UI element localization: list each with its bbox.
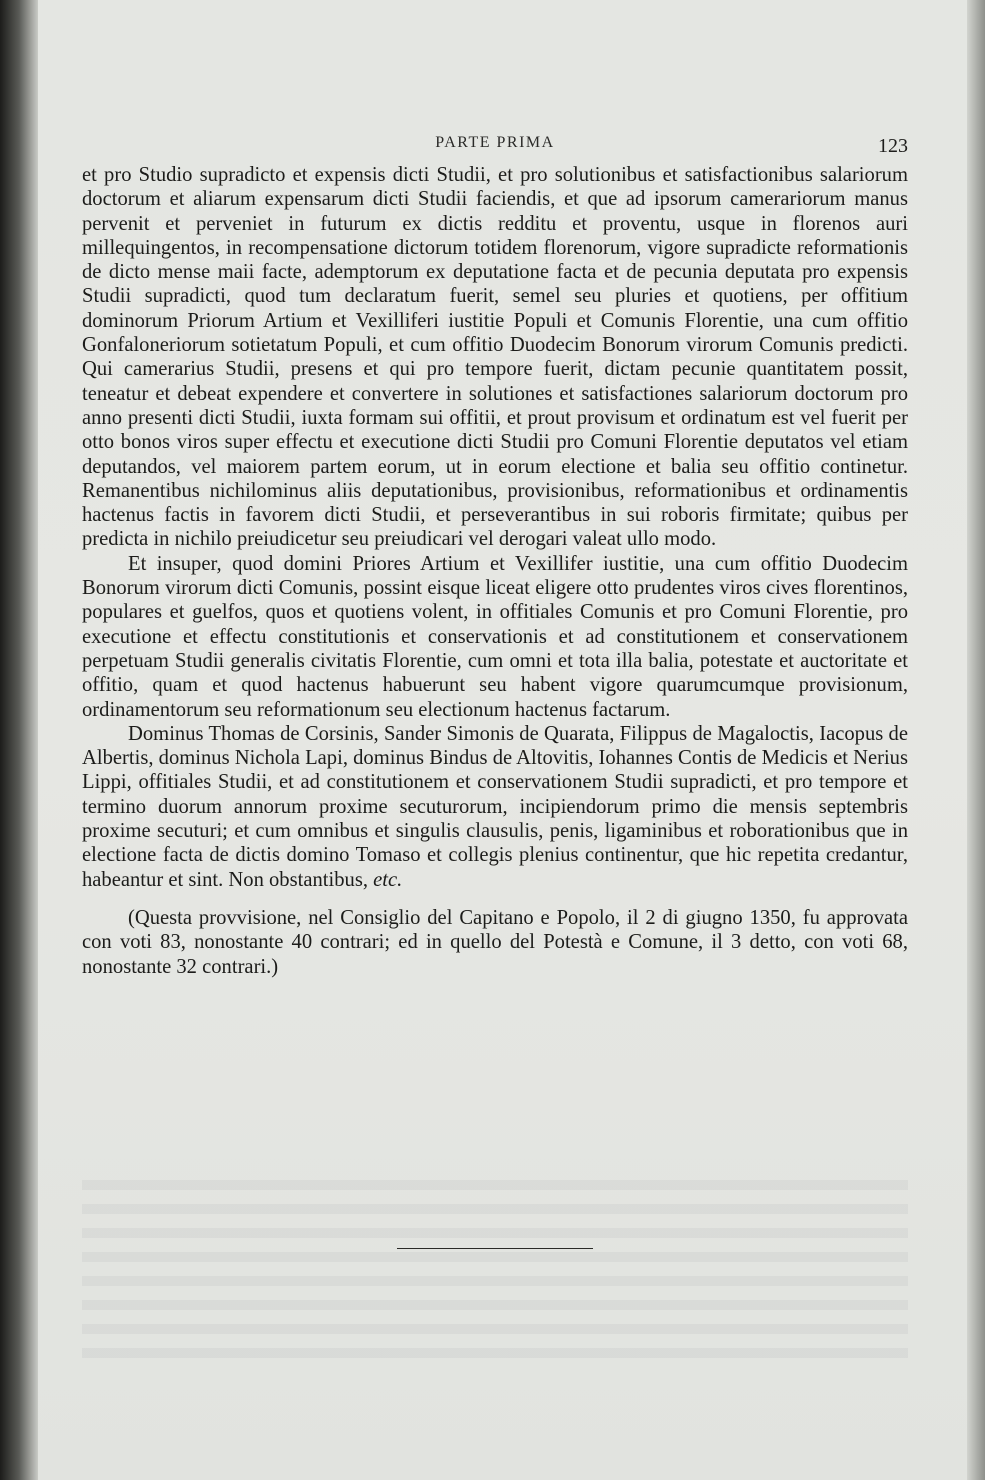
- paragraph-3-etc: etc.: [373, 868, 403, 891]
- section-separator-rule: [397, 1248, 593, 1249]
- paragraph-3-text: Dominus Thomas de Corsinis, Sander Simonis de Quarata, Filippus de Magaloctis, Iacopus de Albertis, dominus Nichola Lapi, dominus Bindus de Altovitis, Iohannes Contis de Medicis et Nerius Lippi, offitiales Studii, et ad constitutionem et conservationem Studii supradicti, et pro tempore et termino duorum annorum proxime secuturorum, incipiendorum primo die mensis septembris proxime secuturi; et cum omnibus et singulis clausulis, penis, ligaminibus et roborationibus que in electione facta de dictis domino Tomaso et collegis plenius continentur, que hic repetita credantur, habeantur et sint. Non obstantibus,: [82, 722, 908, 891]
- book-binding-shadow: [0, 0, 38, 1480]
- paragraph-1: et pro Studio supradicto et expensis dicti Studii, et pro solutionibus et satisfactionibus salariorum doctorum et aliarum expensarum dicti Studii faciendis, et que ad ipsorum camerariorum manus pervenit et perveniet in futurum ex dictis redditu et proventu, usque in florenos auri millequingentos, in recompensatione dictorum totidem florenorum, vigore supradicte reformationis de dicto mense maii facte, ademptorum ex deputatione facta et de pecunia deputata pro expensis Studii supradicti, quod tum declaratum fuerit, semel seu pluries et quotiens, per offitium dominorum Priorum Artium et Vexilliferi iustitie Populi et Comunis Florentie, una cum offitio Gonfaloneriorum sotietatum Populi, et cum offitio Duodecim Bonorum virorum Comunis predicti. Qui camerarius Studii, presens et qui pro tempore fuerit, dictam pecunie quantitatem possit, teneatur et debeat expendere et convertere in solutiones et satisfactiones salariorum doctorum pro anno presenti dicti Studii, iuxta formam sui offitii, et prout provisum et ordinatum est vel fuerit per otto bonos viros super effectu et executione dicti Studii pro Comuni Florentie deputatos vel etiam deputandos, vel maiorem partem eorum, ut in eorum electione et balia seu offitio continetur. Remanentibus nichilominus aliis deputationibus, provisionibus, reformationibus et ordinamentis hactenus factis in favorem dicti Studii, et perseverantibus in sui roboris firmitate; quibus per predicta in nichilo preiudicetur seu preiudicari vel derogari valeat ullo modo.: [82, 164, 908, 551]
- show-through-texture: [82, 1170, 908, 1360]
- editorial-note: (Questa provvisione, nel Consiglio del Capitano e Popolo, il 2 di giugno 1350, fu approvata con voti 83, nonostante 40 contrari; ed in quello del Potestà e Comune, il 3 detto, con voti 68, nonostante 32 contrari.): [82, 906, 908, 978]
- page-header: [82, 128, 908, 162]
- paragraph-3: [82, 722, 908, 892]
- page-edge: [967, 0, 985, 1480]
- page-number: 123: [878, 135, 908, 157]
- running-title: PARTE PRIMA: [435, 134, 555, 151]
- body-text: [82, 163, 908, 979]
- paragraph-2: Et insuper, quod domini Priores Artium et Vexillifer iustitie, una cum offitio Duodecim Bonorum virorum dicti Comunis, possint eisque liceat eligere otto prudentes viros cives florentinos, populares et guelfos, quos et quotiens volent, in offitiales Comunis et pro Comuni Florentie, pro executione et effectu constitutionis et conservationis et ad constitutionem et conservationem perpetuam Studii generalis civitatis Florentie, cum omni et tota illa balia, potestate et auctoritate et offitio, quam et quod hactenus habuerunt seu habent vigore quarumcumque provisionum, ordinamentorum seu reformationum seu electionum hactenus factarum.: [82, 552, 908, 721]
